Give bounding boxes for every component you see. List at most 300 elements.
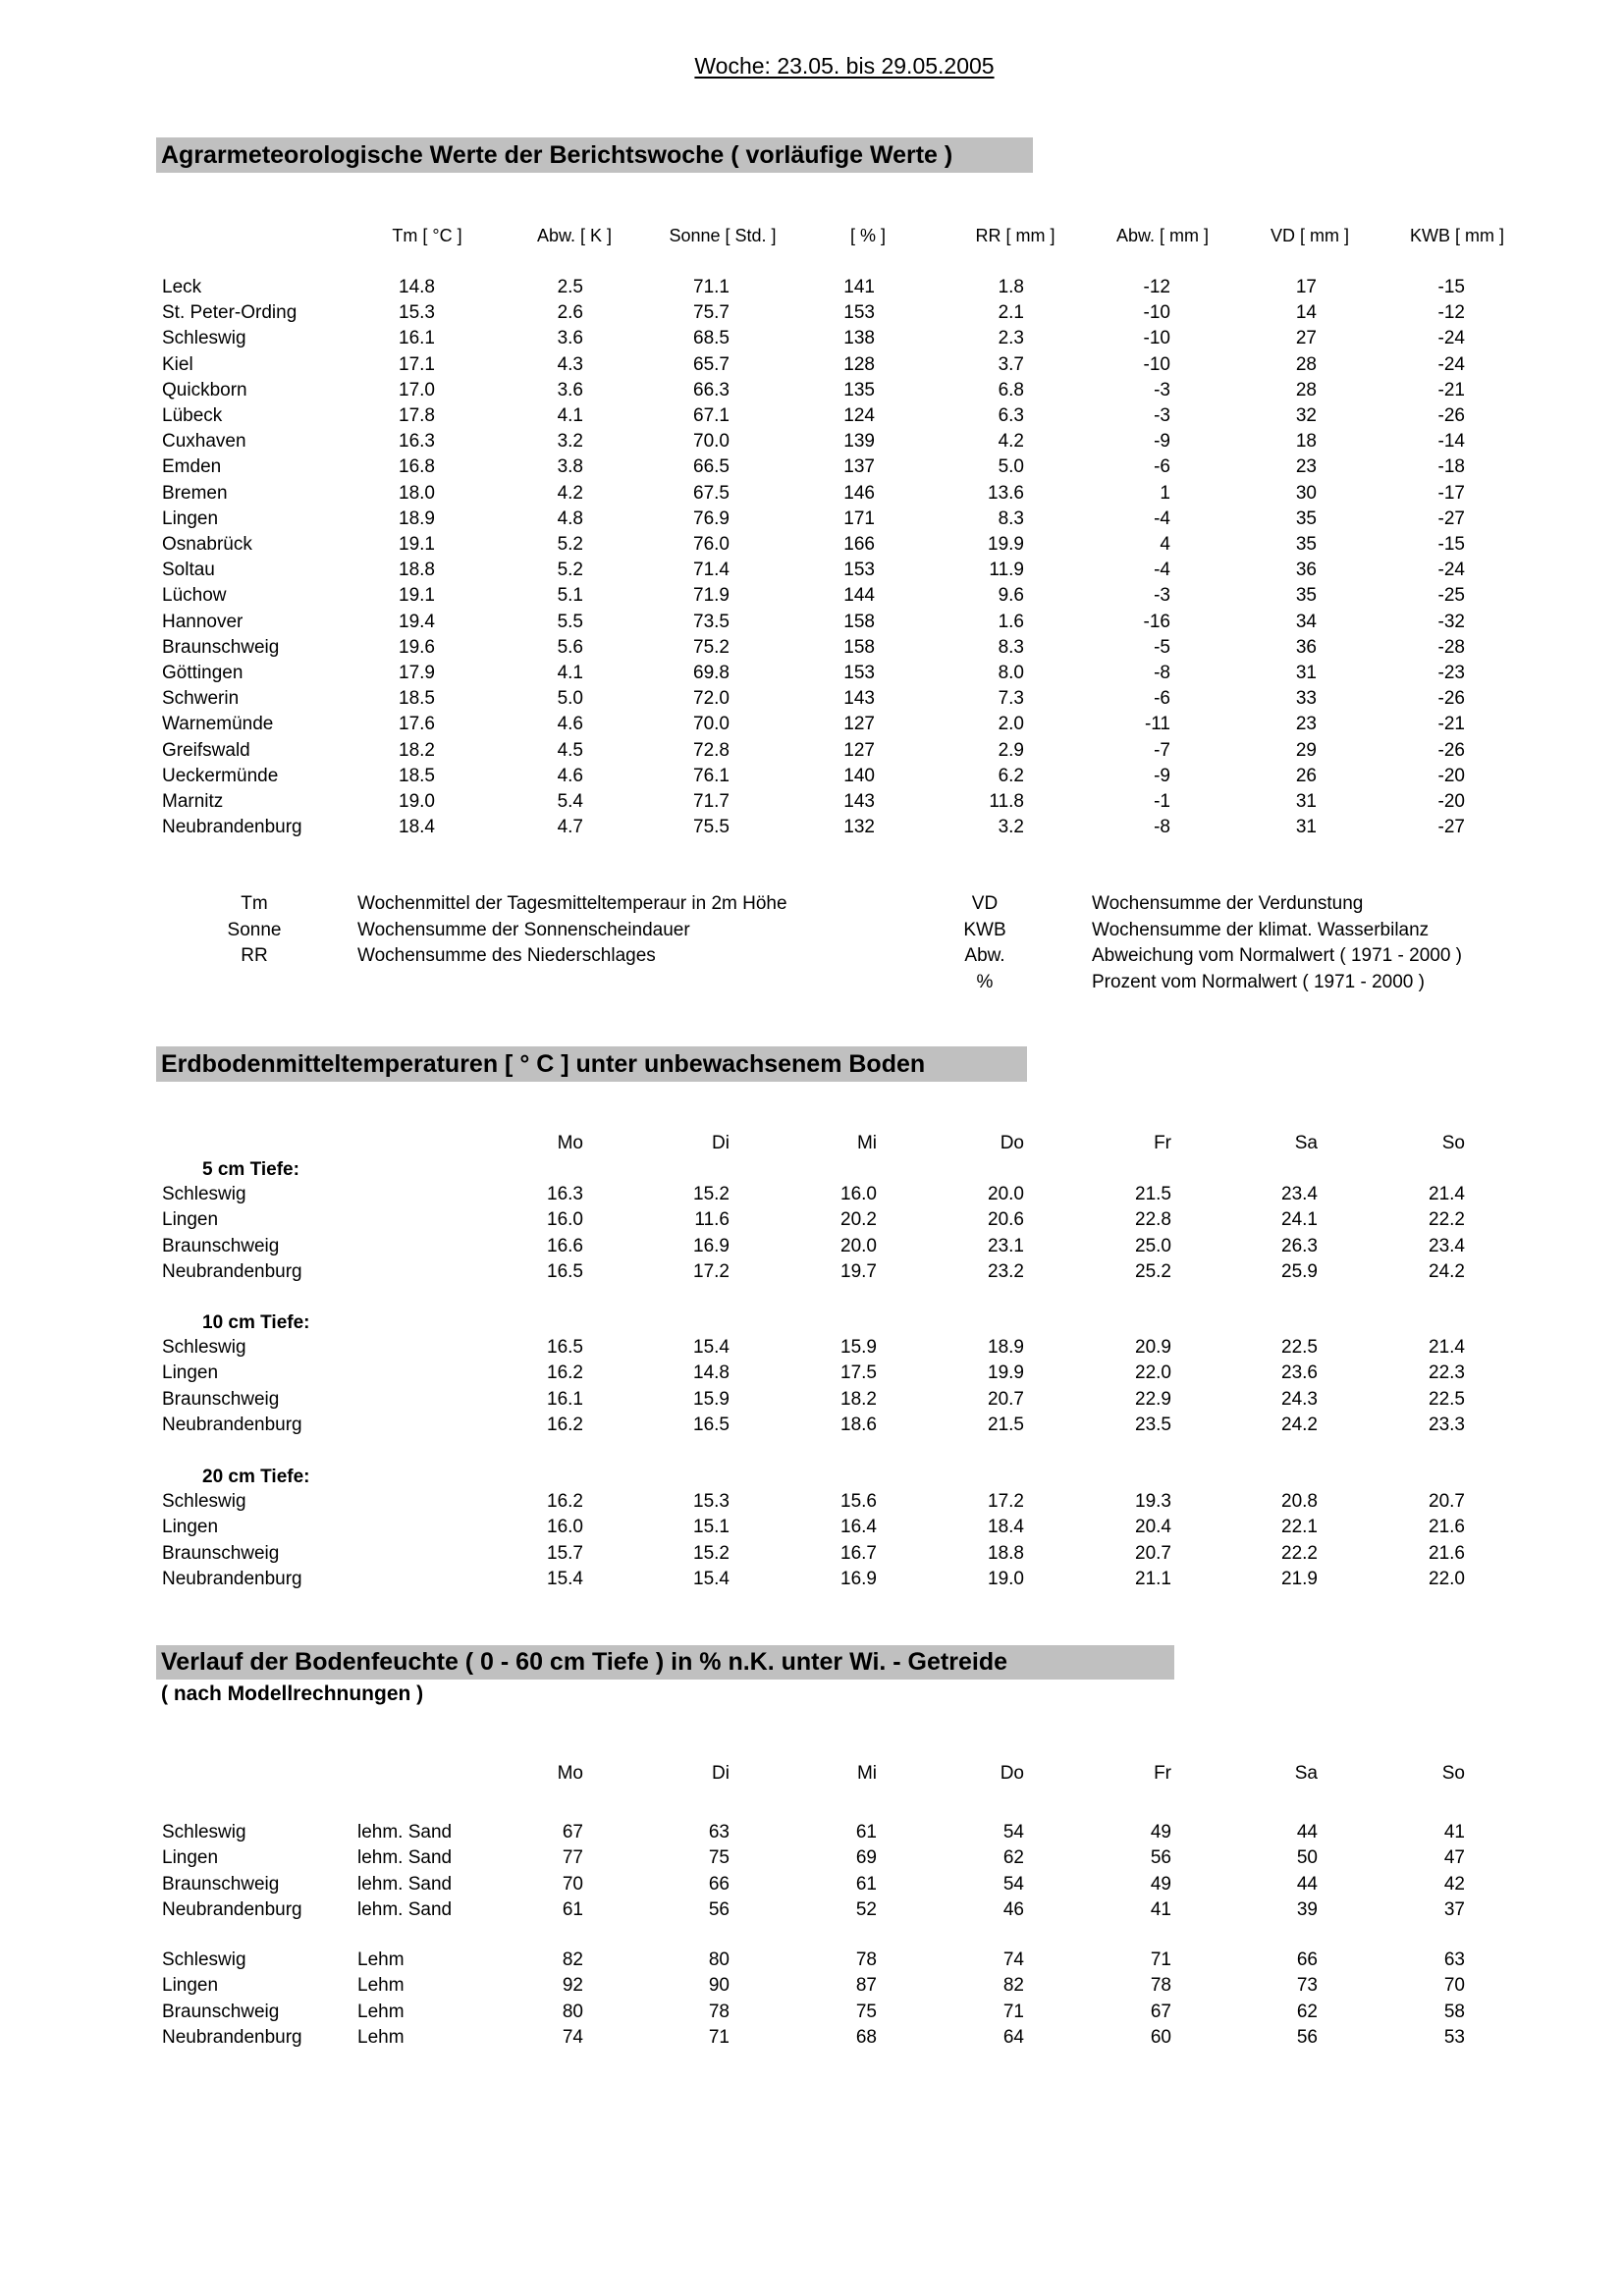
table-cell: 5.2 [557, 560, 583, 581]
table-cell: 17.2 [693, 1260, 730, 1282]
station-name: Schleswig [162, 1184, 246, 1204]
table-cell: 16.9 [693, 1235, 730, 1256]
table-cell: 138 [843, 328, 875, 349]
table-cell: 74 [562, 2026, 583, 2048]
table-cell: 25.0 [1135, 1235, 1171, 1256]
table-cell: 15.4 [693, 1568, 730, 1589]
table-cell: 69.8 [693, 663, 730, 683]
station-name: Soltau [162, 560, 215, 581]
table-cell: 20.9 [1135, 1337, 1171, 1358]
table-cell: -17 [1437, 482, 1465, 504]
table-cell: 15.6 [840, 1491, 877, 1512]
table-cell: -4 [1154, 560, 1170, 581]
table-cell: -26 [1437, 405, 1465, 426]
depth-label: 10 cm Tiefe: [202, 1312, 310, 1333]
table-cell: 20.8 [1281, 1491, 1318, 1512]
table-cell: -27 [1437, 507, 1465, 529]
station-name: Neubrandenburg [162, 1568, 302, 1589]
table-cell: 42 [1443, 1873, 1465, 1895]
table-cell: -7 [1154, 739, 1170, 761]
table-cell: -21 [1437, 714, 1465, 735]
table-cell: 21.5 [988, 1414, 1024, 1435]
column-header: VD [ mm ] [1271, 226, 1349, 245]
table-cell: -8 [1154, 817, 1170, 838]
table-cell: 19.9 [988, 1362, 1024, 1384]
table-cell: 26.3 [1281, 1235, 1318, 1256]
table-cell: 18.2 [399, 739, 435, 761]
table-cell: 31 [1295, 817, 1317, 838]
table-cell: 68 [855, 2026, 877, 2048]
station-name: Schwerin [162, 688, 240, 710]
table-cell: 53 [1443, 2026, 1465, 2048]
table-cell: 65.7 [693, 353, 730, 375]
table-cell: 3.8 [557, 456, 583, 478]
table-cell: 23.2 [988, 1260, 1024, 1282]
table-cell: 16.8 [399, 456, 435, 478]
table-cell: 132 [843, 817, 875, 838]
table-cell: 19.1 [399, 585, 435, 607]
table-cell: -10 [1143, 353, 1170, 375]
table-cell: 34 [1295, 611, 1317, 632]
station-name: Lingen [162, 1847, 219, 1869]
table-cell: 16.0 [547, 1517, 583, 1538]
table-cell: -20 [1437, 791, 1465, 812]
table-cell: 20.4 [1135, 1517, 1171, 1538]
table-cell: 8.3 [998, 507, 1024, 529]
table-cell: 158 [843, 611, 875, 632]
table-cell: 15.2 [693, 1184, 730, 1204]
table-cell: 24.2 [1281, 1414, 1318, 1435]
table-cell: 27 [1295, 328, 1317, 349]
table-cell: 17.5 [840, 1362, 877, 1384]
table-cell: 5.4 [557, 791, 583, 812]
table-cell: 92 [562, 1975, 583, 1997]
table-cell: 16.6 [547, 1235, 583, 1256]
table-cell: 39 [1296, 1898, 1318, 1920]
table-cell: 15.4 [547, 1568, 583, 1589]
station-name: Warnemünde [162, 714, 274, 735]
table-cell: 137 [843, 456, 875, 478]
table-cell: 44 [1296, 1822, 1318, 1842]
table-cell: 14 [1295, 302, 1317, 324]
table-cell: 78 [1150, 1975, 1171, 1997]
table-cell: 19.9 [988, 534, 1024, 555]
legend-abbr: Abw. [964, 945, 1005, 966]
table-cell: 75.2 [693, 636, 730, 658]
station-name: Marnitz [162, 791, 224, 812]
table-cell: 71 [708, 2026, 730, 2048]
table-cell: 46 [1002, 1898, 1024, 1920]
table-cell: -24 [1437, 560, 1465, 581]
table-cell: -10 [1143, 328, 1170, 349]
table-cell: 22.5 [1281, 1337, 1318, 1358]
table-cell: 58 [1443, 2001, 1465, 2022]
table-cell: -12 [1143, 277, 1170, 297]
table-cell: 128 [843, 353, 875, 375]
section3-heading: Verlauf der Bodenfeuchte ( 0 - 60 cm Tiefe ) in % n.K. unter Wi. - Getreide [161, 1648, 1007, 1676]
day-header: Do [1000, 1763, 1024, 1784]
table-cell: 18.2 [840, 1388, 877, 1410]
table-cell: 17.6 [399, 714, 435, 735]
table-cell: 18.5 [399, 688, 435, 710]
table-cell: 4.5 [557, 739, 583, 761]
station-name: Lüchow [162, 585, 227, 607]
table-cell: 13.6 [988, 482, 1024, 504]
table-cell: 2.6 [557, 302, 583, 324]
table-cell: 56 [708, 1898, 730, 1920]
table-cell: 21.5 [1135, 1184, 1171, 1204]
day-header: Di [712, 1763, 730, 1784]
soil-type: lehm. Sand [357, 1873, 453, 1895]
table-cell: 17.8 [399, 405, 435, 426]
table-cell: 73.5 [693, 611, 730, 632]
table-cell: 20.0 [840, 1235, 877, 1256]
section2-heading: Erdbodenmitteltemperaturen [ ° C ] unter unbewachsenem Boden [161, 1050, 926, 1078]
table-cell: -24 [1437, 353, 1465, 375]
table-cell: -3 [1154, 379, 1170, 400]
table-cell: 20.7 [1135, 1542, 1171, 1564]
table-cell: 72.8 [693, 739, 730, 761]
station-name: St. Peter-Ording [162, 302, 298, 324]
table-cell: 17.9 [399, 663, 435, 683]
table-cell: 67 [562, 1822, 583, 1842]
table-cell: -18 [1437, 456, 1465, 478]
legend-abbr: RR [241, 945, 268, 966]
table-cell: -16 [1143, 611, 1170, 632]
table-cell: -26 [1437, 688, 1465, 710]
table-cell: 4.1 [557, 405, 583, 426]
table-cell: -15 [1437, 534, 1465, 555]
table-cell: 16.1 [547, 1388, 583, 1410]
table-cell: 29 [1295, 739, 1317, 761]
table-cell: 2.1 [998, 302, 1024, 324]
table-cell: 78 [855, 1949, 877, 1970]
table-cell: 2.9 [998, 739, 1024, 761]
table-cell: 62 [1002, 1847, 1024, 1869]
table-cell: 21.6 [1429, 1542, 1465, 1564]
table-cell: 4.2 [998, 431, 1024, 453]
table-cell: 67 [1150, 2001, 1171, 2022]
table-cell: 31 [1295, 791, 1317, 812]
table-cell: 15.1 [693, 1517, 730, 1538]
station-name: Cuxhaven [162, 431, 246, 453]
legend-text: Wochensumme der Verdunstung [1092, 893, 1364, 914]
day-header: Mo [557, 1763, 583, 1784]
table-cell: -15 [1437, 277, 1465, 297]
station-name: Lingen [162, 1362, 219, 1384]
soil-type: lehm. Sand [357, 1847, 453, 1869]
station-name: Schleswig [162, 1822, 246, 1842]
table-cell: 20.0 [988, 1184, 1024, 1204]
table-cell: 25.2 [1135, 1260, 1171, 1282]
table-cell: -1 [1154, 791, 1170, 812]
column-header: Abw. [ mm ] [1115, 226, 1210, 245]
column-header: [ % ] [849, 226, 886, 245]
table-cell: 75.5 [693, 817, 730, 838]
table-cell: 73 [1296, 1975, 1318, 1997]
table-cell: 4.6 [557, 714, 583, 735]
table-cell: 70 [1443, 1975, 1465, 1997]
day-header: Sa [1294, 1133, 1318, 1153]
station-name: Kiel [162, 353, 193, 375]
table-cell: 50 [1296, 1847, 1318, 1869]
table-cell: 3.2 [998, 817, 1024, 838]
table-cell: 49 [1150, 1873, 1171, 1895]
depth-label: 5 cm Tiefe: [202, 1159, 299, 1180]
table-cell: 22.9 [1135, 1388, 1171, 1410]
column-header: Tm [ °C ] [392, 226, 462, 245]
table-cell: -20 [1437, 765, 1465, 786]
table-cell: 5.1 [557, 585, 583, 607]
station-name: Bremen [162, 482, 228, 504]
table-cell: 26 [1295, 765, 1317, 786]
table-cell: 4.1 [557, 663, 583, 683]
table-cell: 17 [1295, 277, 1317, 297]
table-cell: 56 [1150, 1847, 1171, 1869]
table-cell: -4 [1154, 507, 1170, 529]
table-cell: 4.7 [557, 817, 583, 838]
table-cell: 139 [843, 431, 875, 453]
table-cell: 30 [1295, 482, 1317, 504]
table-cell: 19.7 [840, 1260, 877, 1282]
station-name: Braunschweig [162, 1388, 280, 1410]
table-cell: 70.0 [693, 714, 730, 735]
table-cell: 1.8 [998, 277, 1024, 297]
table-cell: 16.2 [547, 1362, 583, 1384]
legend-text: Wochensumme der klimat. Wasserbilanz [1092, 920, 1430, 940]
week-title: Woche: 23.05. bis 29.05.2005 [694, 53, 995, 79]
table-cell: 18.9 [399, 507, 435, 529]
table-cell: 3.2 [557, 431, 583, 453]
table-cell: 127 [843, 714, 875, 735]
table-cell: 87 [855, 1975, 877, 1997]
table-cell: 3.6 [557, 379, 583, 400]
table-cell: 71.1 [693, 277, 730, 297]
soil-type: Lehm [357, 1975, 405, 1997]
table-cell: 9.6 [998, 585, 1024, 607]
table-cell: 5.5 [557, 611, 583, 632]
table-cell: 171 [843, 507, 875, 529]
station-name: Schleswig [162, 1491, 246, 1512]
table-cell: 68.5 [693, 328, 730, 349]
table-cell: 23.4 [1429, 1235, 1465, 1256]
table-cell: 6.8 [998, 379, 1024, 400]
table-cell: -3 [1154, 405, 1170, 426]
table-cell: 14.8 [399, 277, 435, 297]
table-cell: 54 [1002, 1873, 1024, 1895]
table-cell: 17.1 [399, 353, 435, 375]
legend-text: Wochenmittel der Tagesmitteltemperaur in 2m Höhe [357, 893, 787, 914]
legend-abbr: % [976, 972, 994, 992]
table-cell: 22.5 [1429, 1388, 1465, 1410]
column-header: RR [ mm ] [975, 226, 1055, 245]
table-cell: 23.1 [988, 1235, 1024, 1256]
table-cell: 22.2 [1281, 1542, 1318, 1564]
table-cell: 35 [1295, 507, 1317, 529]
soil-type: lehm. Sand [357, 1822, 453, 1842]
station-name: Schleswig [162, 1949, 246, 1970]
table-cell: 16.4 [840, 1517, 877, 1538]
station-name: Schleswig [162, 1337, 246, 1358]
table-cell: 18.9 [988, 1337, 1024, 1358]
station-name: Hannover [162, 611, 243, 632]
table-cell: 11.8 [989, 791, 1024, 812]
table-cell: -27 [1437, 817, 1465, 838]
table-cell: 71.7 [693, 791, 730, 812]
table-cell: 153 [843, 663, 875, 683]
table-cell: 2.0 [998, 714, 1024, 735]
station-name: Neubrandenburg [162, 817, 302, 838]
station-name: Osnabrück [162, 534, 252, 555]
table-cell: 158 [843, 636, 875, 658]
table-cell: 19.6 [399, 636, 435, 658]
table-cell: 16.2 [547, 1491, 583, 1512]
table-cell: 5.2 [557, 534, 583, 555]
table-cell: -11 [1144, 714, 1170, 735]
station-name: Göttingen [162, 663, 243, 683]
table-cell: 4.6 [557, 765, 583, 786]
table-cell: 69 [855, 1847, 877, 1869]
table-cell: 19.0 [399, 791, 435, 812]
table-cell: 18.5 [399, 765, 435, 786]
table-cell: 28 [1295, 353, 1317, 375]
table-cell: 3.7 [998, 353, 1024, 375]
table-cell: 16.5 [693, 1414, 730, 1435]
table-cell: 63 [1443, 1949, 1465, 1970]
table-cell: 24.3 [1281, 1388, 1318, 1410]
table-cell: 143 [843, 791, 875, 812]
table-cell: 41 [1150, 1898, 1171, 1920]
table-cell: 1.6 [998, 611, 1024, 632]
table-cell: 21.4 [1429, 1337, 1465, 1358]
station-name: Braunschweig [162, 1542, 280, 1564]
table-cell: 143 [843, 688, 875, 710]
table-cell: 16.3 [399, 431, 435, 453]
depth-label: 20 cm Tiefe: [202, 1467, 310, 1487]
legend-text: Abweichung vom Normalwert ( 1971 - 2000 ) [1092, 945, 1463, 966]
table-cell: 21.9 [1281, 1568, 1318, 1589]
table-cell: 75.7 [693, 302, 730, 324]
table-cell: -5 [1154, 636, 1170, 658]
table-cell: 7.3 [998, 688, 1024, 710]
day-header: So [1441, 1763, 1465, 1784]
table-cell: 76.9 [693, 507, 730, 529]
table-cell: -9 [1154, 431, 1170, 453]
table-cell: 31 [1295, 663, 1317, 683]
table-cell: 63 [708, 1822, 730, 1842]
station-name: Braunschweig [162, 636, 280, 658]
legend-abbr: KWB [963, 920, 1006, 940]
table-cell: 74 [1002, 1949, 1024, 1970]
station-name: Neubrandenburg [162, 1414, 302, 1435]
table-cell: -9 [1154, 765, 1170, 786]
table-cell: 19.3 [1135, 1491, 1171, 1512]
table-cell: 67.5 [693, 482, 730, 504]
table-cell: 33 [1295, 688, 1317, 710]
table-cell: 3.6 [557, 328, 583, 349]
station-name: Emden [162, 456, 222, 478]
legend-text: Prozent vom Normalwert ( 1971 - 2000 ) [1092, 972, 1425, 992]
station-name: Lingen [162, 1209, 219, 1231]
station-name: Neubrandenburg [162, 2026, 302, 2048]
day-header: Fr [1154, 1763, 1171, 1784]
table-cell: 28 [1295, 379, 1317, 400]
table-cell: 5.0 [998, 456, 1024, 478]
table-cell: 18.6 [840, 1414, 877, 1435]
column-header: KWB [ mm ] [1410, 226, 1504, 245]
table-cell: 141 [843, 277, 875, 297]
table-cell: 17.2 [988, 1491, 1024, 1512]
station-name: Greifswald [162, 739, 250, 761]
table-cell: 75 [708, 1847, 730, 1869]
day-header: Mo [557, 1133, 583, 1153]
table-cell: 37 [1443, 1898, 1465, 1920]
table-cell: 140 [843, 765, 875, 786]
day-header: So [1441, 1133, 1465, 1153]
table-cell: 23.4 [1281, 1184, 1318, 1204]
table-cell: 66.5 [693, 456, 730, 478]
table-cell: 41 [1443, 1822, 1465, 1842]
table-cell: 15.9 [693, 1388, 730, 1410]
table-cell: 5.0 [557, 688, 583, 710]
station-name: Ueckermünde [162, 765, 279, 786]
table-cell: 20.2 [840, 1209, 877, 1231]
table-cell: 62 [1296, 2001, 1318, 2022]
day-header: Do [1000, 1133, 1024, 1153]
soil-type: Lehm [357, 2026, 405, 2048]
day-header: Di [712, 1133, 730, 1153]
table-cell: -26 [1437, 739, 1465, 761]
table-cell: 71.4 [693, 560, 730, 581]
station-name: Quickborn [162, 379, 247, 400]
soil-type: Lehm [357, 1949, 405, 1970]
table-cell: 71.9 [693, 585, 730, 607]
table-cell: 153 [843, 560, 875, 581]
table-cell: 22.0 [1429, 1568, 1465, 1589]
table-cell: 22.1 [1281, 1517, 1318, 1538]
table-cell: 16.5 [547, 1260, 583, 1282]
table-cell: -10 [1143, 302, 1170, 324]
station-name: Leck [162, 277, 202, 297]
table-cell: 24.1 [1281, 1209, 1318, 1231]
table-cell: 2.3 [998, 328, 1024, 349]
table-cell: 18.4 [988, 1517, 1024, 1538]
table-cell: 90 [708, 1975, 730, 1997]
table-cell: 21.1 [1135, 1568, 1171, 1589]
table-cell: 2.5 [557, 277, 583, 297]
column-header: Sonne [ Std. ] [669, 226, 777, 245]
table-cell: 20.6 [988, 1209, 1024, 1231]
table-cell: 61 [562, 1898, 583, 1920]
section3-subtitle: ( nach Modellrechnungen ) [161, 1682, 424, 1705]
table-cell: 8.0 [998, 663, 1024, 683]
table-cell: 72.0 [693, 688, 730, 710]
day-header: Sa [1294, 1763, 1318, 1784]
table-cell: -23 [1437, 663, 1465, 683]
station-name: Lingen [162, 1517, 219, 1538]
table-cell: 47 [1443, 1847, 1465, 1869]
table-cell: 15.3 [399, 302, 435, 324]
table-cell: 80 [708, 1949, 730, 1970]
table-cell: 35 [1295, 534, 1317, 555]
table-cell: 71 [1150, 1949, 1171, 1970]
table-cell: -6 [1154, 688, 1170, 710]
table-cell: 18.8 [988, 1542, 1024, 1564]
table-cell: 18 [1295, 431, 1317, 453]
table-cell: 19.0 [988, 1568, 1024, 1589]
table-cell: 82 [1002, 1975, 1024, 1997]
day-header: Mi [856, 1133, 877, 1153]
